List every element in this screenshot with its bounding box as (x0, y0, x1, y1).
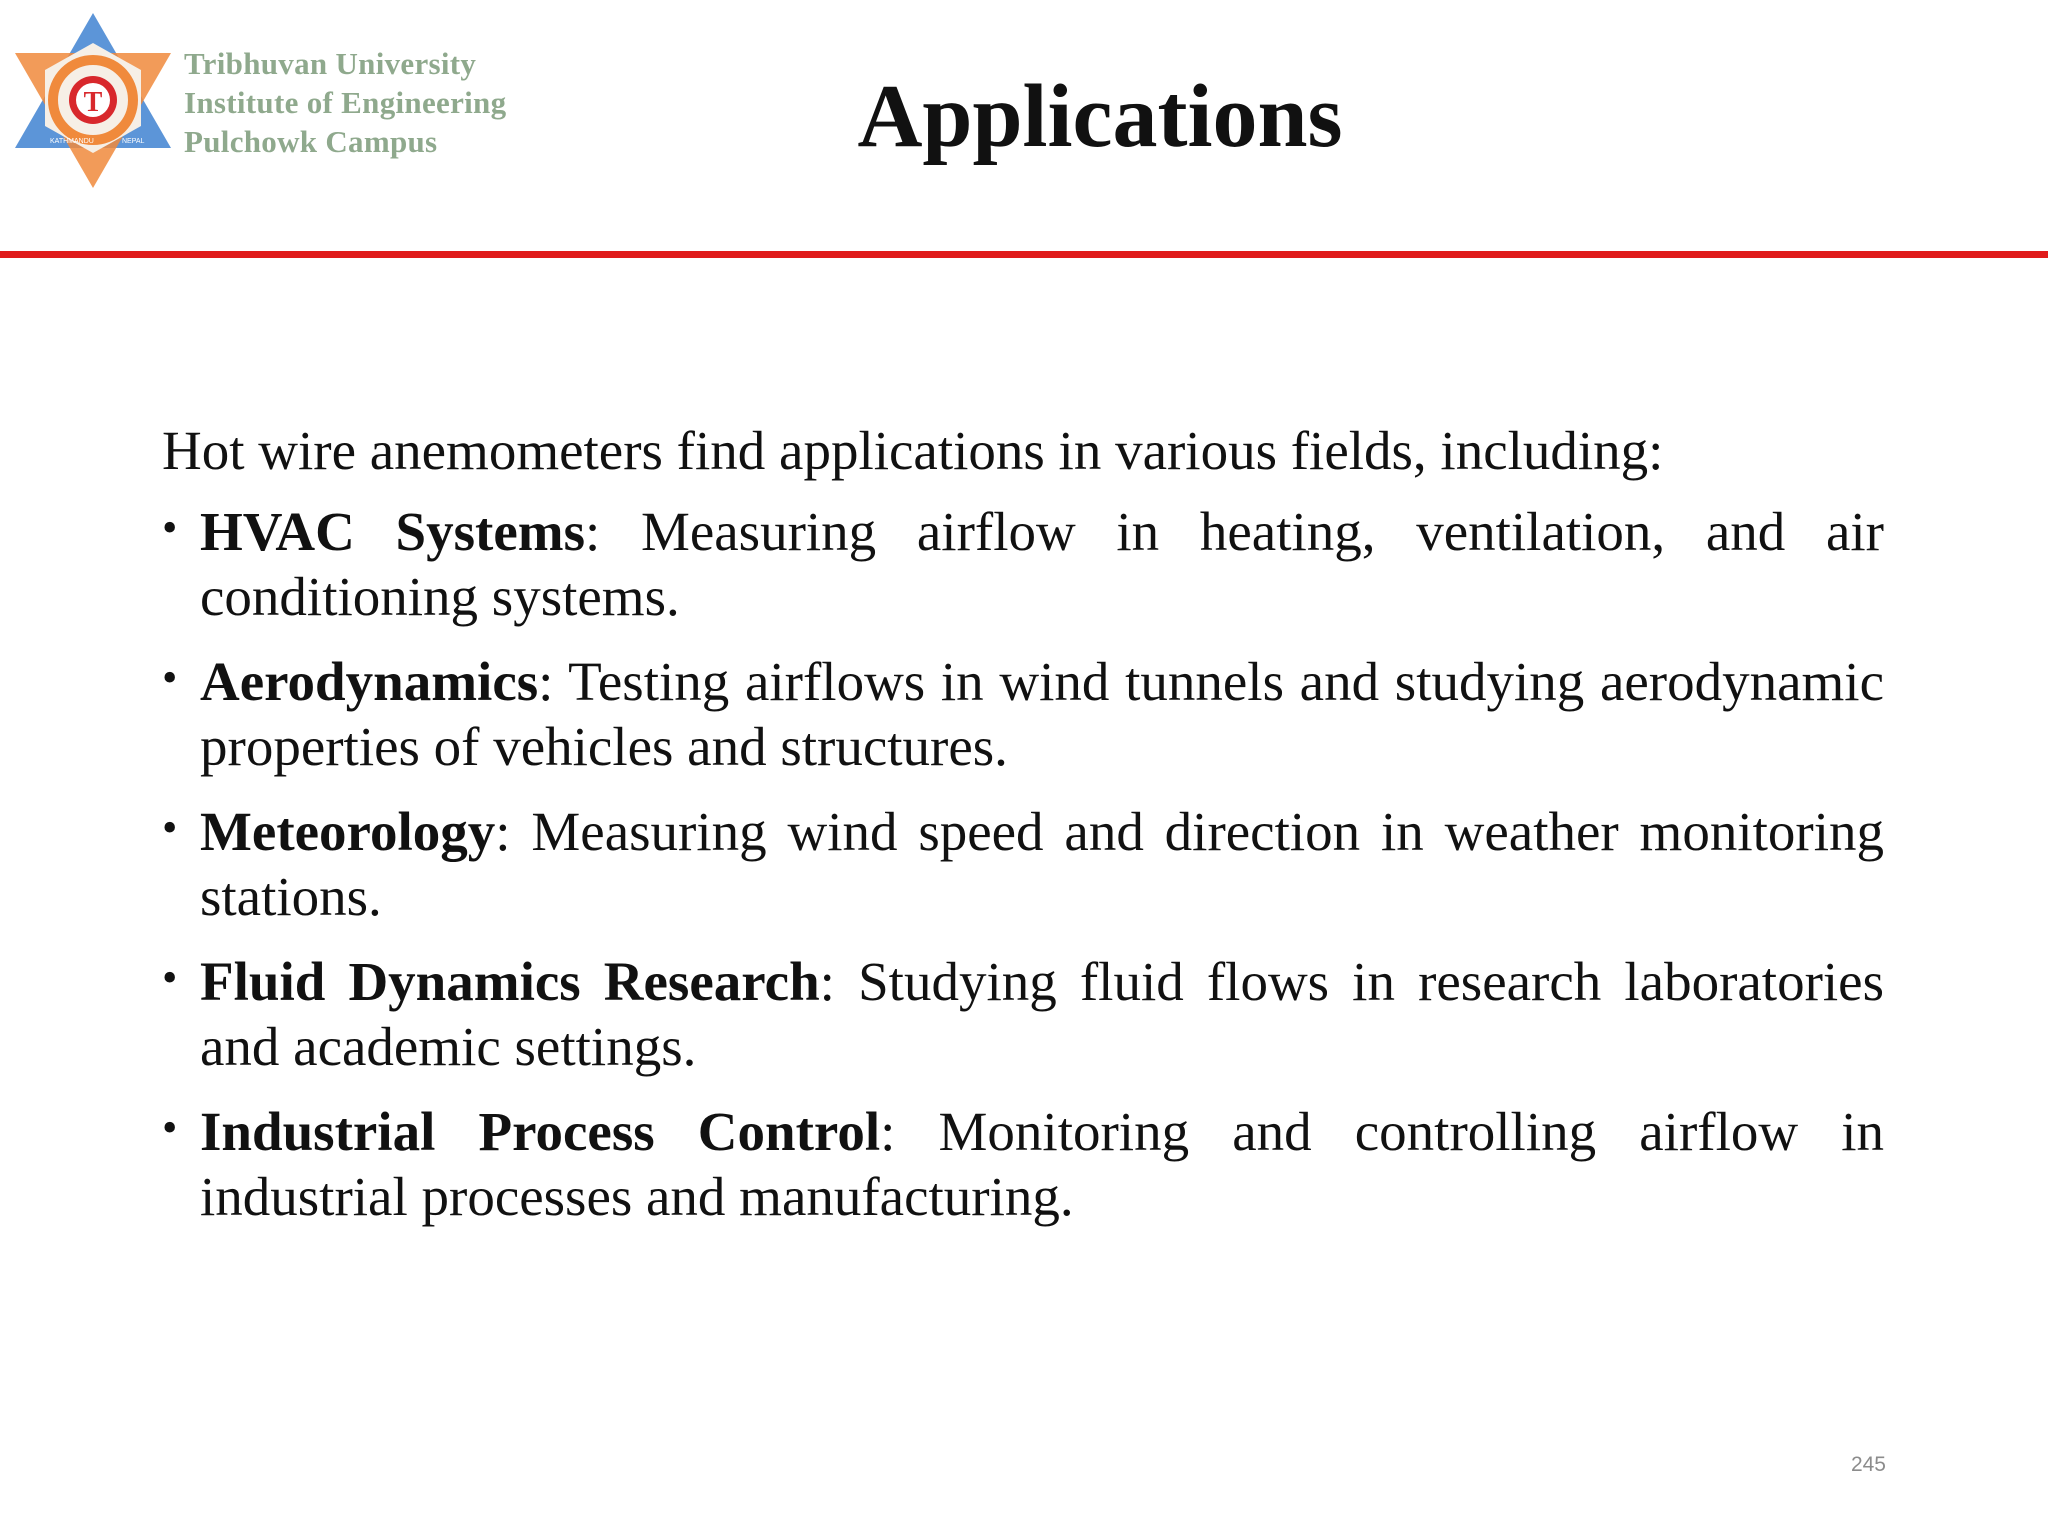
bullet-icon: • (162, 803, 178, 852)
bullet-term: Aerodynamics (200, 651, 539, 712)
emblem-text-kathmandu: KATHMANDU (50, 138, 94, 145)
page-number: 245 (1850, 1453, 1886, 1476)
list-item-meteorology (162, 799, 1884, 929)
university-logo (8, 8, 608, 193)
university-emblem-icon (8, 8, 178, 193)
bullet-icon: • (162, 653, 178, 702)
list-item-fluid-dynamics (162, 949, 1884, 1079)
bullet-description: : Studying fluid flows in research laboratories and academic settings. (200, 951, 1884, 1077)
bullet-term: Fluid Dynamics Research (200, 951, 820, 1012)
application-list (162, 499, 1884, 1229)
list-item-hvac (162, 499, 1884, 629)
bullet-term: Meteorology (200, 801, 496, 862)
bullet-term: HVAC Systems (200, 501, 585, 562)
bullet-description: : Measuring wind speed and direction in weather monitoring stations. (200, 801, 1884, 927)
bullet-description: : Measuring airflow in heating, ventilation, and air conditioning systems. (200, 501, 1884, 627)
header-divider (0, 251, 2048, 258)
bullet-description: : Testing airflows in wind tunnels and studying aerodynamic properties of vehicles and structures. (200, 651, 1884, 777)
bullet-term: Industrial Process Control (200, 1101, 881, 1162)
bullet-icon: • (162, 503, 178, 552)
list-item-industrial (162, 1099, 1884, 1229)
bullet-icon: • (162, 1103, 178, 1152)
bullet-description: : Monitoring and controlling airflow in industrial processes and manufacturing. (200, 1101, 1884, 1227)
logo-line-campus: Pulchowk Campus (184, 124, 438, 159)
intro-text: Hot wire anemometers find applications in various fields, including: (162, 420, 1664, 481)
emblem-text-nepal: NEPAL (122, 138, 145, 145)
logo-line-university: Tribhuvan University (184, 46, 477, 81)
slide-title: Applications (857, 67, 1343, 166)
svg-text:T: T (83, 87, 103, 118)
bullet-icon: • (162, 953, 178, 1002)
logo-text (184, 44, 506, 161)
list-item-aerodynamics (162, 649, 1884, 779)
slide-content (162, 418, 1884, 1249)
logo-line-institute: Institute of Engineering (184, 85, 507, 120)
